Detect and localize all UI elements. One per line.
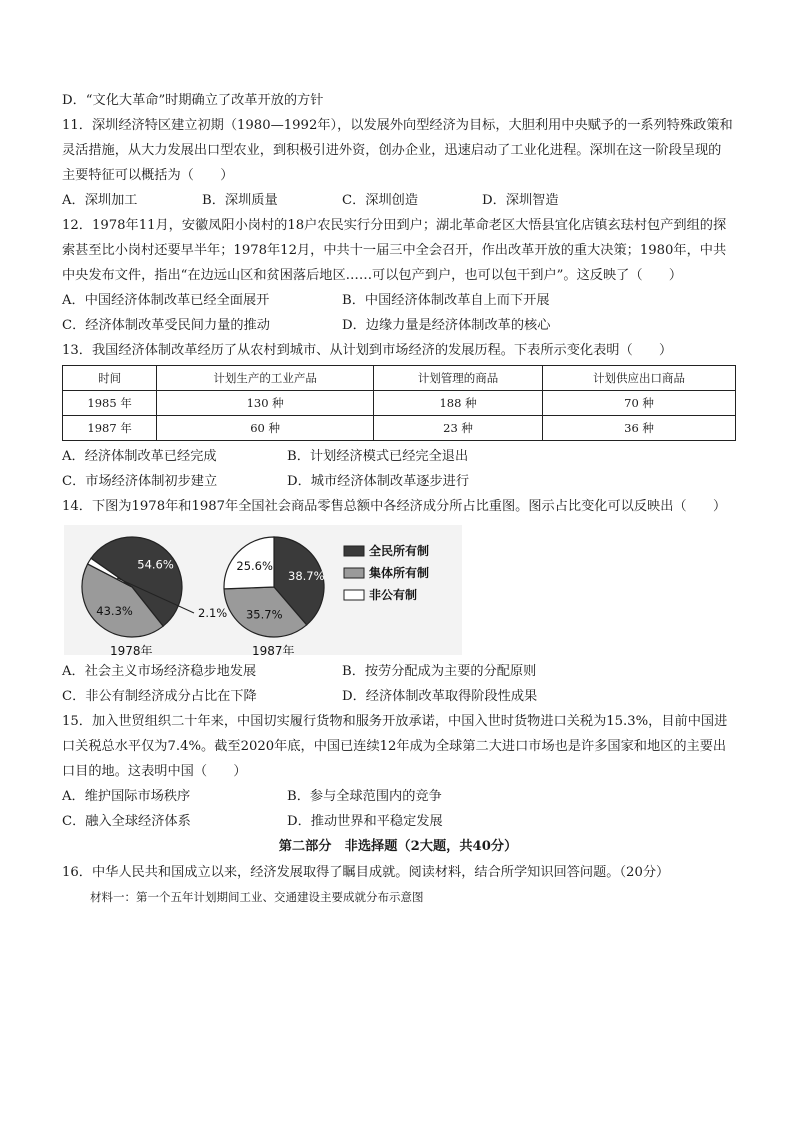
q12-option-c[interactable]: C．经济体制改革受民间力量的推动 <box>62 318 270 333</box>
pie-value-label: 54.6% <box>137 557 174 572</box>
q11-option-a[interactable]: A．深圳加工 <box>62 193 138 208</box>
pie-year-label: 1987年 <box>252 644 295 655</box>
q15-options-row2 <box>62 809 734 834</box>
question-15 <box>62 709 734 834</box>
table-cell: 23 种 <box>374 416 543 441</box>
q14-options-row2 <box>62 684 734 709</box>
q10-option-d: D．“文化大革命”时期确立了改革开放的方针 <box>62 93 324 108</box>
question-11 <box>62 113 734 213</box>
q15-options-row1 <box>62 784 734 809</box>
legend-swatch <box>344 546 364 556</box>
q13-option-b[interactable]: B．计划经济模式已经完全退出 <box>287 449 469 464</box>
table-header-row <box>63 366 736 391</box>
q11-stem: 11．深圳经济特区建立初期（1980—1992年），以发展外向型经济为目标，大胆利用中央赋予的一系列特殊政策和灵活措施，从大力发展出口型农业，到积极引进外资，创办企业，迅速启动了工业化进程。深圳在这一阶段呈现的主要特征可以概括为（ ） <box>62 118 733 183</box>
pie-value-label: 25.6% <box>236 559 273 574</box>
pie-chart <box>64 525 462 655</box>
pie-value-label: 35.7% <box>245 607 283 622</box>
table-header-cell: 计划供应出口商品 <box>543 366 736 391</box>
q12-option-b[interactable]: B．中国经济体制改革自上而下开展 <box>342 293 550 308</box>
q14-option-c[interactable]: C．非公有制经济成分占比在下降 <box>62 689 257 704</box>
table-cell: 70 种 <box>543 391 736 416</box>
q12-option-d[interactable]: D．边缘力量是经济体制改革的核心 <box>342 318 551 333</box>
q14-option-b[interactable]: B．按劳分配成为主要的分配原则 <box>342 664 537 679</box>
table-cell: 1985 年 <box>63 391 157 416</box>
table-cell: 60 种 <box>157 416 374 441</box>
table-header-cell: 计划管理的商品 <box>374 366 543 391</box>
legend-label: 非公有制 <box>369 588 418 602</box>
table-row <box>63 416 736 441</box>
q13-option-a[interactable]: A．经济体制改革已经完成 <box>62 449 217 464</box>
table-cell: 1987 年 <box>63 416 157 441</box>
q14-stem: 14．下图为1978年和1987年全国社会商品零售总额中各经济成分所占比重图。图示占比变化可以反映出（ ） <box>62 499 727 514</box>
legend-swatch <box>344 568 364 578</box>
q12-stem: 12．1978年11月，安徽凤阳小岗村的18户农民实行分田到户；湖北革命老区大悟县宜化店镇玄珐村包产到组的探索甚至比小岗村还要早半年；1978年12月，中共十一届三中全会召开，作出改革开放的重大决策；1980年，中共中央发布文件，指出“在边远山区和贫困落后地区……可以包产到户，也可以包干到户”。这反映了（ ） <box>62 218 727 283</box>
pie-value-label: 38.7% <box>288 568 325 583</box>
q11-option-d[interactable]: D．深圳智造 <box>482 193 559 208</box>
legend-swatch <box>344 590 364 600</box>
q11-option-b[interactable]: B．深圳质量 <box>202 193 278 208</box>
question-16 <box>62 860 734 909</box>
q13-table <box>62 365 736 441</box>
pie-year-label: 1978年 <box>110 644 153 655</box>
table-cell: 188 种 <box>374 391 543 416</box>
q15-option-c[interactable]: C．融入全球经济体系 <box>62 814 191 829</box>
q13-options-row1 <box>62 444 734 469</box>
q13-option-c[interactable]: C．市场经济体制初步建立 <box>62 474 218 489</box>
q13-options-row2 <box>62 469 734 494</box>
q14-options-row1 <box>62 659 734 684</box>
table-header-cell: 计划生产的工业产品 <box>157 366 374 391</box>
q11-options <box>62 188 734 213</box>
q12-options-row1 <box>62 288 734 313</box>
q14-option-d[interactable]: D．经济体制改革取得阶段性成果 <box>342 689 538 704</box>
q16-stem: 16．中华人民共和国成立以来，经济发展取得了瞩目成就。阅读材料，结合所学知识回答问题。（20分） <box>62 865 670 880</box>
part2-title: 第二部分 非选择题（2大题，共40分） <box>278 839 518 854</box>
q15-stem: 15．加入世贸组织二十年来，中国切实履行货物和服务开放承诺，中国入世时货物进口关税为15.3%，目前中国进口关税总水平仅为7.4%。截至2020年底，中国已连续12年成为全球第二大进口市场也是许多国家和地区的主要出口目的地。这表明中国（ ） <box>62 714 728 779</box>
question-12 <box>62 213 734 338</box>
q15-option-d[interactable]: D．推动世界和平稳定发展 <box>287 814 443 829</box>
q15-option-b[interactable]: B．参与全球范围内的竞争 <box>287 789 442 804</box>
table-header-cell: 时间 <box>63 366 157 391</box>
q13-option-d[interactable]: D．城市经济体制改革逐步进行 <box>287 474 470 489</box>
question-13 <box>62 338 734 494</box>
exam-page <box>62 88 734 909</box>
q14-option-a[interactable]: A．社会主义市场经济稳步地发展 <box>62 664 257 679</box>
q15-option-a[interactable]: A．维护国际市场秩序 <box>62 789 191 804</box>
table-row <box>63 391 736 416</box>
question-14 <box>62 494 734 709</box>
table-cell: 130 种 <box>157 391 374 416</box>
q11-option-c[interactable]: C．深圳创造 <box>342 193 419 208</box>
table-cell: 36 种 <box>543 416 736 441</box>
pie-value-label: 2.1% <box>198 606 228 620</box>
legend-label: 全民所有制 <box>369 544 430 558</box>
q12-options-row2 <box>62 313 734 338</box>
pie-chart-figure <box>64 525 462 655</box>
q13-stem: 13．我国经济体制改革经历了从农村到城市、从计划到市场经济的发展历程。下表所示变化表明（ ） <box>62 343 673 358</box>
q16-material-1: 材料一：第一个五年计划期间工业、交通建设主要成就分布示意图 <box>90 890 424 904</box>
pie-value-label: 43.3% <box>96 603 133 618</box>
q12-option-a[interactable]: A．中国经济体制改革已经全面展开 <box>62 293 270 308</box>
legend-label: 集体所有制 <box>369 566 430 580</box>
